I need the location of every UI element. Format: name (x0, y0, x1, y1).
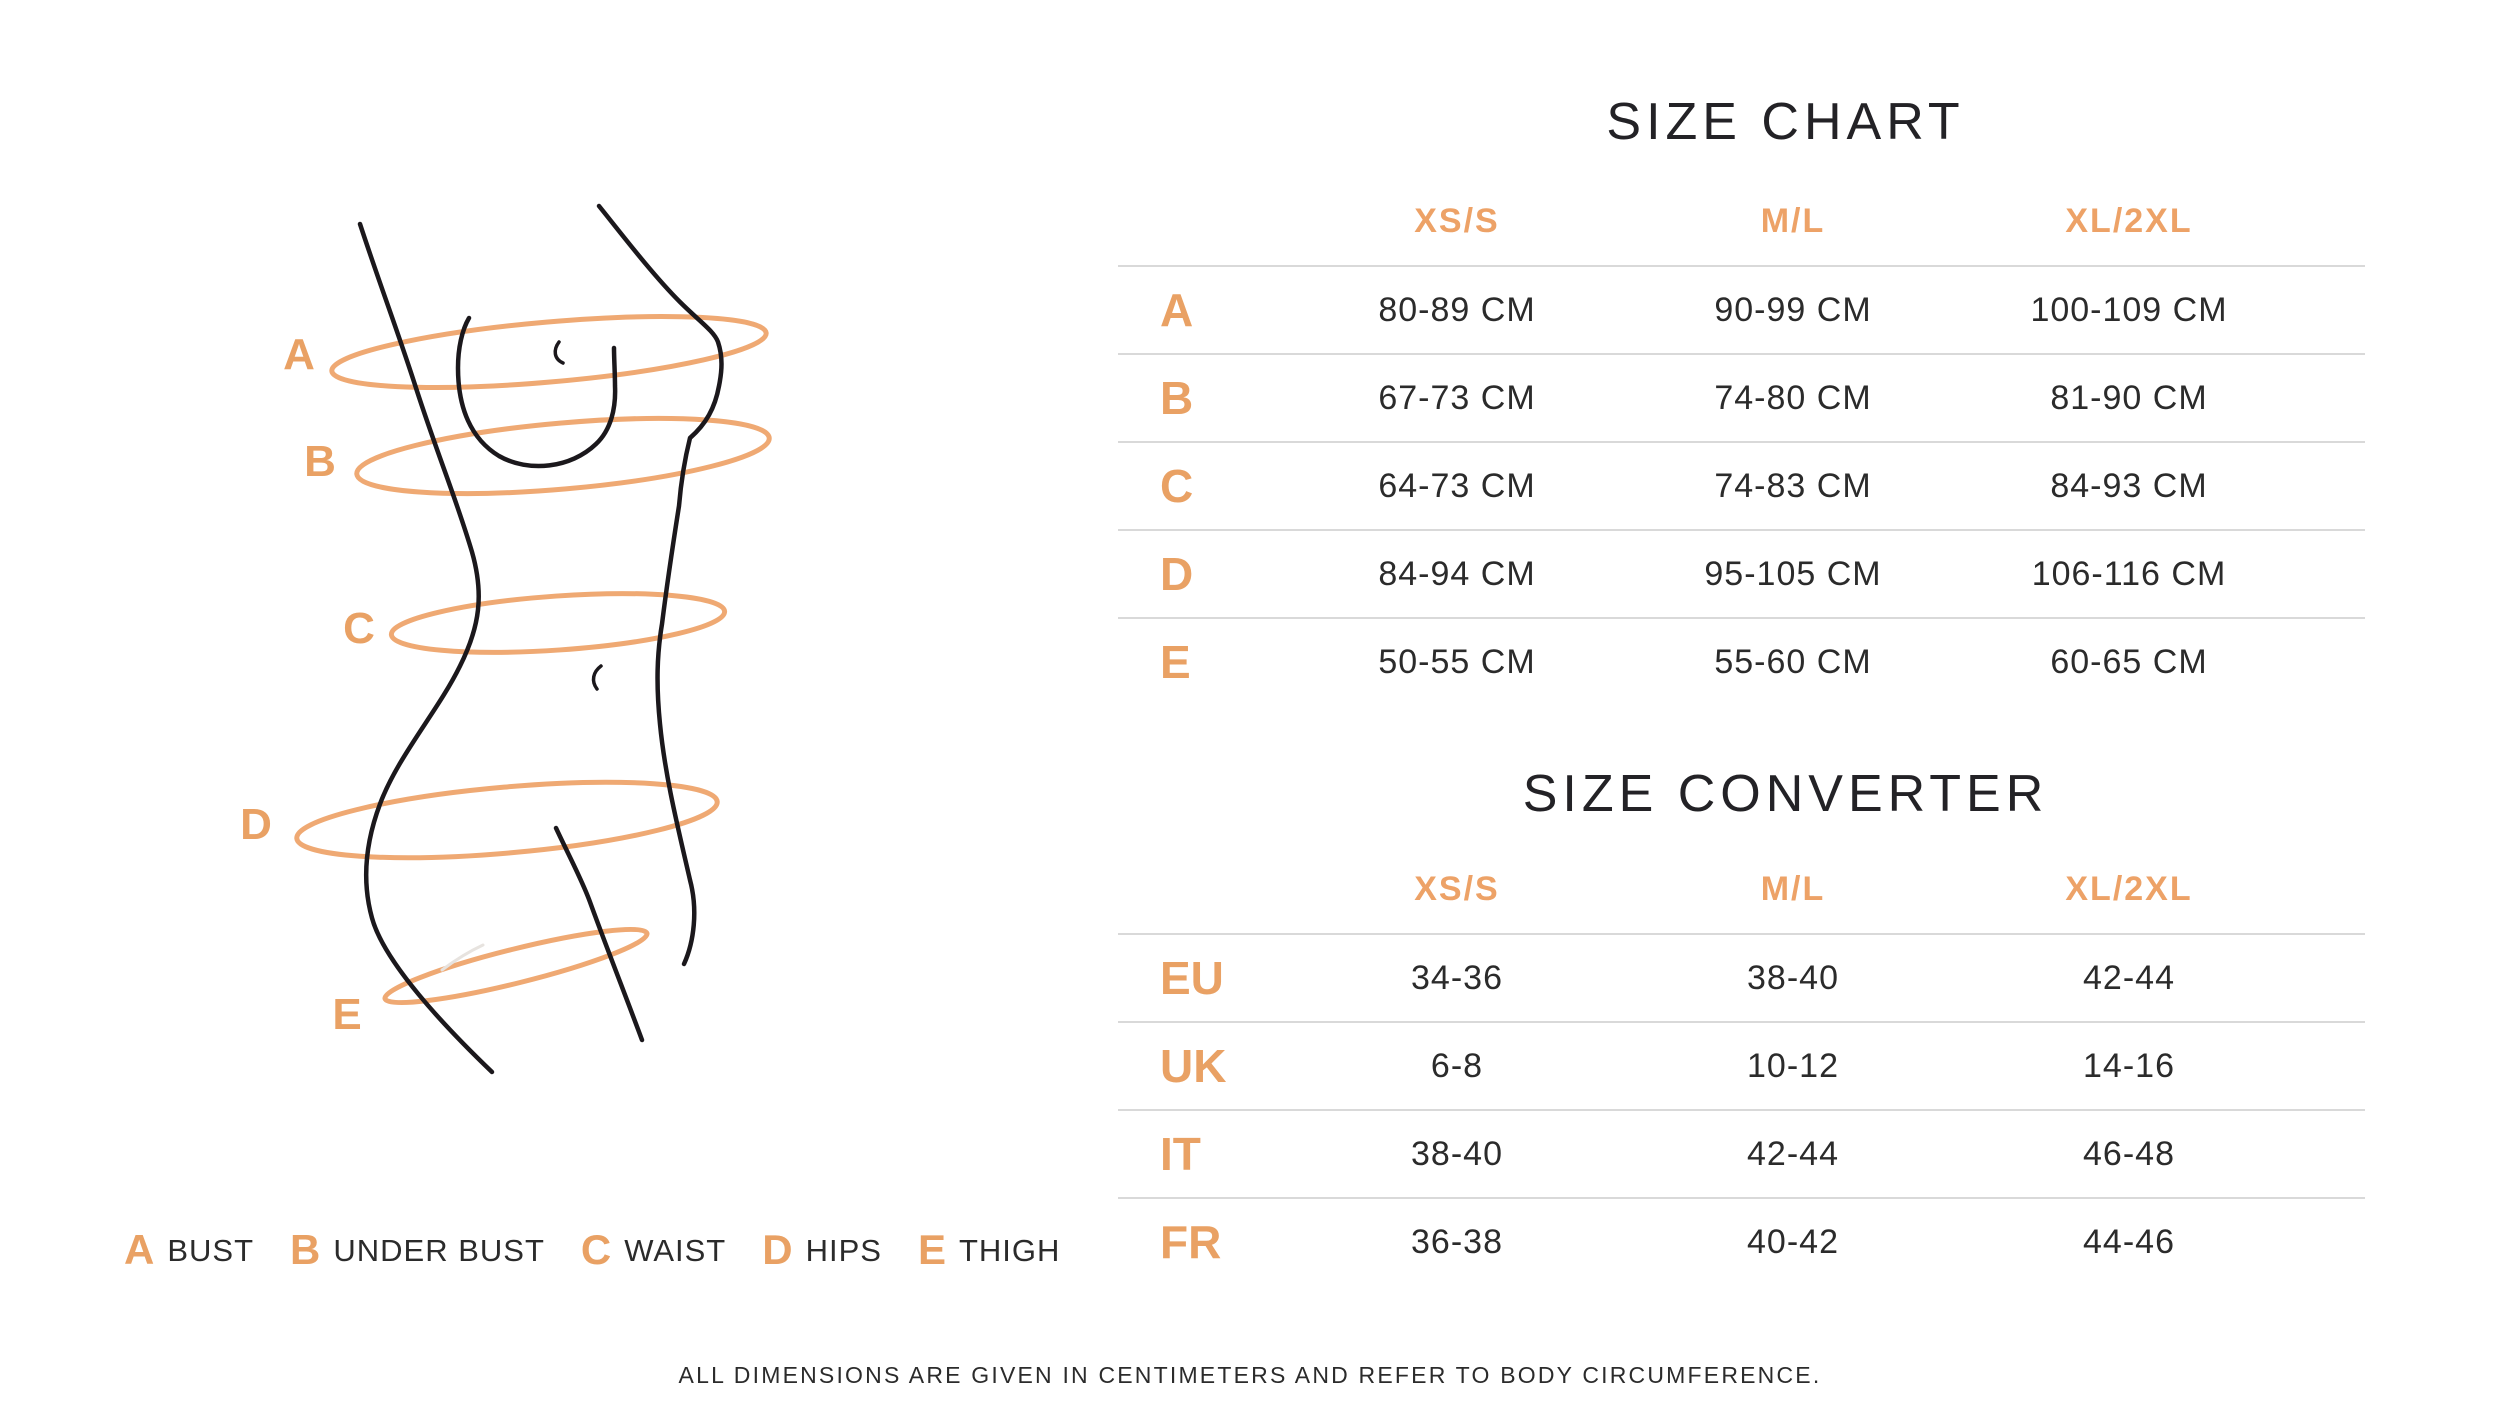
value-cell: 100-109 CM (2030, 290, 2228, 329)
value-cell: 10-12 (1747, 1046, 1839, 1085)
size-chart-col-xl-2xl: XL/2XL (2065, 201, 2193, 240)
legend-letter-c: C (580, 1226, 612, 1273)
size-converter-col-m-l: M/L (1760, 869, 1826, 908)
value-cell: 60-65 CM (2050, 642, 2208, 681)
breast-curve (458, 318, 615, 466)
value-cell: 81-90 CM (2050, 378, 2208, 417)
table-row-uk (1118, 1021, 2365, 1109)
legend-label-bust: BUST (167, 1232, 255, 1268)
figure-marker-d: D (240, 800, 272, 849)
legend-label-under-bust: UNDER BUST (333, 1232, 545, 1268)
size-chart-header-row (1118, 177, 2365, 265)
nipple-mark (555, 342, 563, 363)
dimensions-footnote: ALL DIMENSIONS ARE GIVEN IN CENTIMETERS AND REFER TO BODY CIRCUMFERENCE. (678, 1362, 1822, 1388)
table-row-it (1118, 1109, 2365, 1197)
size-chart-col-m-l: M/L (1760, 201, 1826, 240)
value-cell: 84-93 CM (2050, 466, 2208, 505)
value-cell: 14-16 (2083, 1046, 2175, 1085)
row-label: D (1160, 548, 1194, 600)
value-cell: 67-73 CM (1378, 378, 1536, 417)
value-cell: 95-105 CM (1704, 554, 1882, 593)
value-cell: 38-40 (1411, 1134, 1503, 1173)
size-chart-table (1118, 177, 2365, 705)
table-row-d (1118, 529, 2365, 617)
table-row-b (1118, 353, 2365, 441)
value-cell: 38-40 (1747, 958, 1839, 997)
legend-letter-d: D (762, 1226, 793, 1273)
value-cell: 74-83 CM (1714, 466, 1872, 505)
table-row-eu (1118, 933, 2365, 1021)
measurement-legend (124, 1224, 1060, 1276)
value-cell: 50-55 CM (1378, 642, 1536, 681)
legend-label-waist: WAIST (624, 1232, 727, 1268)
table-row-e (1118, 617, 2365, 705)
value-cell: 40-42 (1747, 1222, 1839, 1261)
size-converter-title: SIZE CONVERTER (1522, 765, 2049, 823)
size-converter-table (1118, 845, 2365, 1285)
value-cell: 64-73 CM (1378, 466, 1536, 505)
row-label: C (1160, 460, 1194, 512)
legend-letter-e: E (917, 1226, 946, 1273)
figure-marker-c: C (343, 604, 375, 653)
value-cell: 55-60 CM (1714, 642, 1872, 681)
row-label: B (1160, 372, 1194, 424)
size-converter-header-row (1118, 845, 2365, 933)
row-label: A (1160, 284, 1194, 336)
value-cell: 6-8 (1430, 1046, 1484, 1085)
navel-mark (594, 666, 601, 689)
legend-label-thigh: THIGH (958, 1232, 1061, 1268)
value-cell: 90-99 CM (1714, 290, 1872, 329)
legend-item-thigh (917, 1226, 1061, 1273)
hips-ring (294, 769, 720, 872)
table-row-a (1118, 265, 2365, 353)
value-cell: 42-44 (1747, 1134, 1839, 1173)
value-cell: 46-48 (2083, 1134, 2175, 1173)
size-chart-col-xs-s: XS/S (1414, 201, 1500, 240)
row-label: EU (1160, 952, 1224, 1004)
row-label: FR (1160, 1216, 1222, 1268)
figure-marker-b: B (304, 437, 336, 486)
body-measurement-figure (150, 180, 850, 1160)
value-cell: 80-89 CM (1378, 290, 1536, 329)
figure-marker-e: E (332, 990, 362, 1039)
value-cell: 42-44 (2083, 958, 2175, 997)
tables-area (1118, 0, 2365, 1425)
legend-item-hips (762, 1226, 882, 1273)
legend-item-waist (580, 1226, 727, 1273)
waist-ring (390, 584, 727, 661)
row-label: E (1160, 636, 1191, 688)
size-converter-col-xs-s: XS/S (1414, 869, 1500, 908)
legend-letter-a: A (124, 1226, 155, 1273)
value-cell: 36-38 (1411, 1222, 1503, 1261)
legend-label-hips: HIPS (805, 1232, 882, 1268)
bust-ring (329, 303, 769, 401)
value-cell: 44-46 (2083, 1222, 2175, 1261)
legend-item-bust (124, 1226, 255, 1273)
figure-marker-a: A (283, 330, 315, 379)
table-row-c (1118, 441, 2365, 529)
size-converter-col-xl-2xl: XL/2XL (2065, 869, 2193, 908)
legend-item-under-bust (290, 1226, 545, 1273)
row-label: UK (1160, 1040, 1227, 1092)
value-cell: 106-116 CM (2031, 554, 2227, 593)
value-cell: 84-94 CM (1378, 554, 1536, 593)
legend-letter-b: B (290, 1226, 321, 1273)
table-row-fr (1118, 1197, 2365, 1285)
value-cell: 34-36 (1411, 958, 1503, 997)
row-label: IT (1160, 1128, 1201, 1180)
value-cell: 74-80 CM (1714, 378, 1872, 417)
size-chart-title: SIZE CHART (1606, 93, 1965, 151)
under-bust-ring (354, 405, 772, 507)
